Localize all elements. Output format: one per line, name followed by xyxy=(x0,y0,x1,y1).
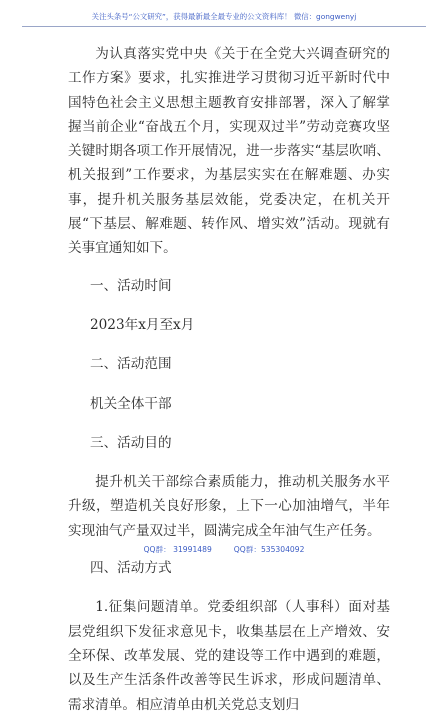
section-body-time: 2023年x月至x月 xyxy=(90,316,195,333)
section-body-purpose: 提升机关干部综合素质能力，推动机关服务水平升级，塑造机关良好形象，上下一心加油增气，半年实现油气产量双过半，圆满完成全年油气生产任务。 xyxy=(68,474,390,539)
footer-qq-group-1: QQ群： 31991489 xyxy=(143,545,212,554)
footer-qq-group-2: QQ群：535304092 xyxy=(233,545,305,554)
header-banner: 关注头条号“公文研究”，获得最新最全最专业的公文资料库！ 微信：gongwenyj xyxy=(91,12,357,21)
header-divider xyxy=(22,26,426,27)
section-body-scope: 机关全体干部 xyxy=(90,395,172,412)
section-heading-scope: 二、活动范围 xyxy=(90,356,172,373)
document-body xyxy=(68,42,390,717)
section-heading-purpose: 三、活动目的 xyxy=(90,434,172,451)
intro-paragraph: 为认真落实党中央《关于在全党大兴调查研究的工作方案》要求，扎实推进学习贯彻习近平新时代中国特色社会主义思想主题教育安排部署，深入了解掌握当前企业“奋战五个月，实现双过半”劳动竞赛攻坚关键时期各项工作开展情况，进一步落实“基层吹哨、机关报到”工作要求，为基层实实在在解难题、办实事，提升机关服务基层效能，党委决定，在机关开展“下基层、解难题、转作风、增实效”活动。现就有关事宜通知如下。 xyxy=(68,46,390,257)
footer-contacts xyxy=(0,544,448,555)
section-heading-method: 四、活动方式 xyxy=(90,560,172,577)
section-heading-time: 一、活动时间 xyxy=(90,277,172,294)
section-item-collect-issues: 1.征集问题清单。党委组织部（人事科）面对基层党组织下发征求意见卡，收集基层在上产增效、安全环保、改革发展、党的建设等工作中遇到的难题，以及生产生活条件改善等民生诉求，形成问题清单、需求清单。相应清单由机关党总支划归 xyxy=(68,599,390,713)
